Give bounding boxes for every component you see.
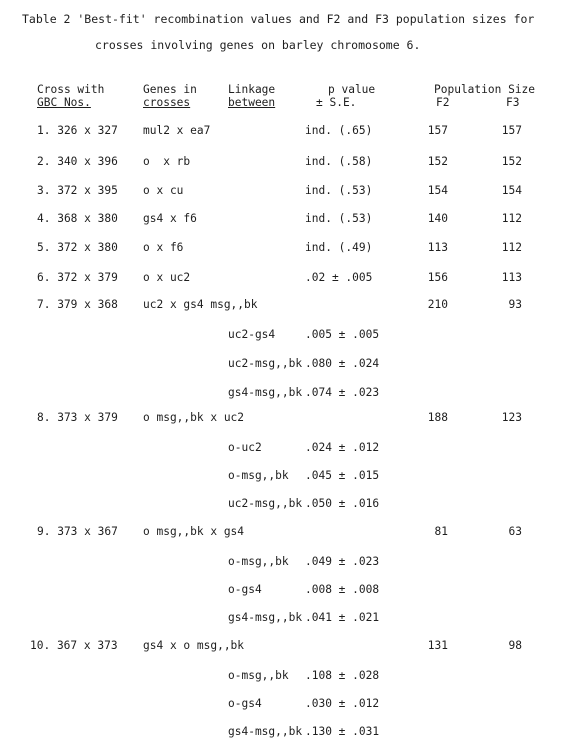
cell-p-value: .108 ± .028 bbox=[305, 669, 380, 682]
cell-cross: 10. 367 x 373 bbox=[30, 639, 118, 652]
cell-p-value: .005 ± .005 bbox=[305, 328, 380, 341]
cell-f3: 63 bbox=[508, 525, 522, 538]
header-genes-line-1: Genes in bbox=[143, 83, 197, 96]
header-standard-error: ± S.E. bbox=[316, 96, 357, 109]
table-title-line-2: crosses involving genes on barley chromosome 6. bbox=[95, 38, 421, 52]
cell-p-value: .074 ± .023 bbox=[305, 386, 380, 399]
cell-f2: 154 bbox=[427, 184, 448, 197]
cell-genes: mul2 x ea7 bbox=[143, 124, 211, 137]
cell-p-value: .049 ± .023 bbox=[305, 555, 380, 568]
cell-p-value: .041 ± .021 bbox=[305, 611, 380, 624]
cell-genes: gs4 x f6 bbox=[143, 212, 197, 225]
cell-genes: o x cu bbox=[143, 184, 184, 197]
cell-f3: 112 bbox=[501, 212, 522, 225]
cell-p-value: .02 ± .005 bbox=[305, 271, 373, 284]
cell-cross: 3. 372 x 395 bbox=[37, 184, 118, 197]
cell-f2: 131 bbox=[427, 639, 448, 652]
cell-p-value: .045 ± .015 bbox=[305, 469, 380, 482]
header-linkage-line-2: between bbox=[228, 96, 276, 109]
cell-p-value: .130 ± .031 bbox=[305, 725, 380, 738]
cell-f2: 113 bbox=[427, 241, 448, 254]
cell-p-value: ind. (.49) bbox=[305, 241, 373, 254]
table-title-line-1: Table 2 'Best-fit' recombination values and F2 and F3 population sizes for bbox=[22, 12, 535, 26]
cell-linkage: gs4-msg,,bk bbox=[228, 386, 303, 399]
header-p-value: p value bbox=[328, 83, 376, 96]
cell-genes: o x uc2 bbox=[143, 271, 191, 284]
cell-genes: o msg,,bk x gs4 bbox=[143, 525, 245, 538]
cell-p-value: ind. (.53) bbox=[305, 212, 373, 225]
cell-genes: o msg,,bk x uc2 bbox=[143, 411, 245, 424]
header-genes-line-2: crosses bbox=[143, 96, 191, 109]
header-cross-line-2: GBC Nos. bbox=[37, 96, 91, 109]
cell-p-value: .030 ± .012 bbox=[305, 697, 380, 710]
cell-linkage: gs4-msg,,bk bbox=[228, 725, 303, 738]
cell-genes: o x f6 bbox=[143, 241, 184, 254]
cell-cross: 9. 373 x 367 bbox=[37, 525, 118, 538]
cell-linkage: uc2-msg,,bk bbox=[228, 497, 303, 510]
cell-linkage: o-uc2 bbox=[228, 441, 262, 454]
cell-genes: gs4 x o msg,,bk bbox=[143, 639, 245, 652]
cell-genes: o x rb bbox=[143, 155, 191, 168]
cell-f2: 81 bbox=[434, 525, 448, 538]
cell-linkage: uc2-msg,,bk bbox=[228, 357, 303, 370]
cell-cross: 2. 340 x 396 bbox=[37, 155, 118, 168]
cell-p-value: .050 ± .016 bbox=[305, 497, 380, 510]
cell-cross: 4. 368 x 380 bbox=[37, 212, 118, 225]
cell-linkage: o-gs4 bbox=[228, 583, 262, 596]
cell-f3: 152 bbox=[501, 155, 522, 168]
cell-cross: 8. 373 x 379 bbox=[37, 411, 118, 424]
cell-f2: 188 bbox=[427, 411, 448, 424]
cell-f2: 157 bbox=[427, 124, 448, 137]
cell-genes: uc2 x gs4 msg,,bk bbox=[143, 298, 258, 311]
cell-f3: 93 bbox=[508, 298, 522, 311]
cell-f3: 157 bbox=[501, 124, 522, 137]
cell-f2: 156 bbox=[427, 271, 448, 284]
cell-p-value: ind. (.65) bbox=[305, 124, 373, 137]
header-linkage-line-1: Linkage bbox=[228, 83, 276, 96]
cell-f2: 152 bbox=[427, 155, 448, 168]
cell-p-value: .024 ± .012 bbox=[305, 441, 380, 454]
header-f3: F3 bbox=[506, 96, 520, 109]
cell-cross: 7. 379 x 368 bbox=[37, 298, 118, 311]
header-cross-line-1: Cross with bbox=[37, 83, 105, 96]
cell-cross: 6. 372 x 379 bbox=[37, 271, 118, 284]
cell-f2: 210 bbox=[427, 298, 448, 311]
cell-linkage: o-msg,,bk bbox=[228, 669, 289, 682]
cell-cross: 1. 326 x 327 bbox=[37, 124, 118, 137]
cell-f3: 98 bbox=[508, 639, 522, 652]
cell-f2: 140 bbox=[427, 212, 448, 225]
cell-linkage: o-msg,,bk bbox=[228, 469, 289, 482]
cell-linkage: o-msg,,bk bbox=[228, 555, 289, 568]
cell-linkage: o-gs4 bbox=[228, 697, 262, 710]
cell-linkage: gs4-msg,,bk bbox=[228, 611, 303, 624]
cell-p-value: ind. (.53) bbox=[305, 184, 373, 197]
cell-f3: 112 bbox=[501, 241, 522, 254]
header-population-size: Population Size bbox=[434, 83, 536, 96]
cell-p-value: .080 ± .024 bbox=[305, 357, 380, 370]
cell-f3: 154 bbox=[501, 184, 522, 197]
cell-p-value: .008 ± .008 bbox=[305, 583, 380, 596]
cell-f3: 123 bbox=[501, 411, 522, 424]
cell-f3: 113 bbox=[501, 271, 522, 284]
cell-p-value: ind. (.58) bbox=[305, 155, 373, 168]
cell-linkage: uc2-gs4 bbox=[228, 328, 276, 341]
header-f2: F2 bbox=[436, 96, 450, 109]
cell-cross: 5. 372 x 380 bbox=[37, 241, 118, 254]
